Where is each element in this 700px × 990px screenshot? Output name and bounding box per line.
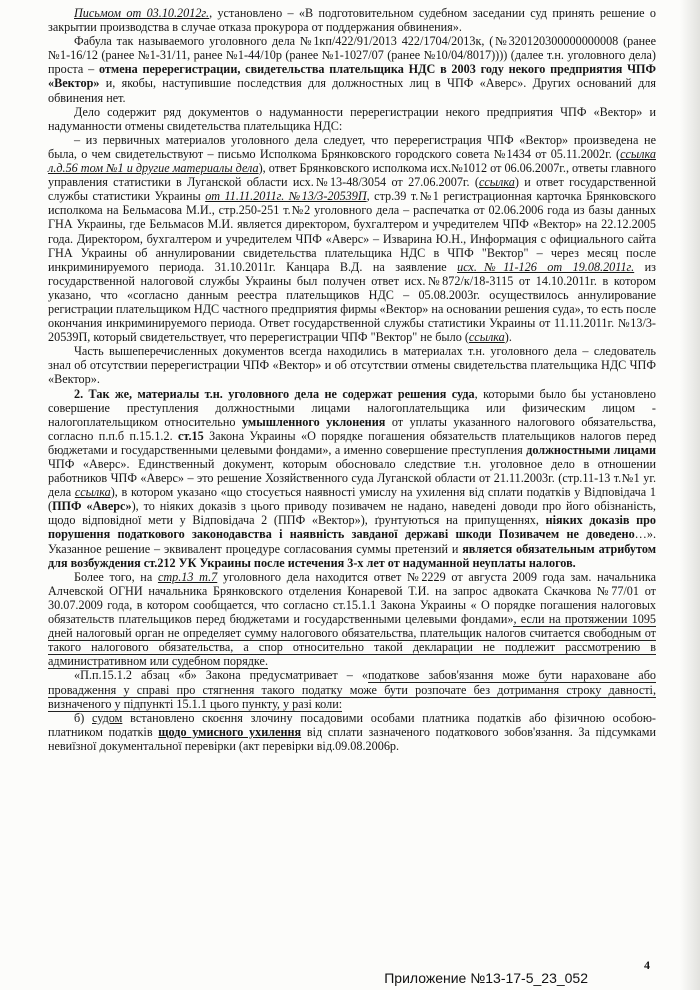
- text-run: Фабула так называемого уголовного дела №1кп/422/91/2013 422/1704/2013к, (№320120300000000008 (ранее №1-16/12 (ранее №1-31/11, ранее №1-44/10р (ранее №1-1027/07 (ранее №10/04/8017)))) (далее т.н. уголовного дела) проста –: [48, 34, 656, 77]
- text-run: «П.п.15.1.2 абзац «б» Закона предусматривает – «: [74, 668, 368, 683]
- text-run: , стр.39 т.№1 регистрационная карточка Брянковского исполкома на Бельмасова М.И., стр.250-251 т.№2 уголовного дела – распечатка от 02.06.2006 года из базы данных ГНА Украины, где Бельмасов М.И. является директором, бухгалтером и учредителем ЧПФ «Вектор» на 22.12.2005 года. Директором, бухгалтером и учредителем ЧПФ «Аверс» – Изварина Ю.Н., Информация с официального сайта ГНА Украины об аннулировании свидетельства плательщика НДС в ЧПФ "Вектор" – через месяц после инкриминируемого периода. 31.10.2011г. Канцара В.Д. на заявление: [48, 189, 656, 274]
- text-run: ), то ніяких доказів з цього приводу позивачем не надано, наведені доводи про його обізнаність, щодо відповідної мети у Відповідача 2 (ППФ «Вектор»), ґрунтуються на припущеннях,: [48, 499, 656, 528]
- appendix-footer: Приложение №13-17-5_23_052: [384, 970, 588, 986]
- text-run: ), в котором указано «що стосується наявності умислу на ухилення від сплати податків у Відповідача 1 (: [48, 485, 656, 514]
- text-run: судом: [92, 710, 123, 725]
- paragraph-case-plot: [48, 34, 656, 104]
- text-run: ) и ответ государственной службы статистики Украины: [48, 175, 656, 204]
- document-body: [48, 6, 656, 753]
- paragraph-law-quote: [48, 668, 656, 710]
- text-run: Закона Украины «О порядке погашения обязательств плательщиков налогов перед бюджетами и государственными целевыми фондами», а именно совершение преступления: [48, 428, 656, 457]
- paragraph-investigator-knew: [48, 344, 656, 386]
- text-run: уголовного дела находится ответ №2229 от августа 2009 года зам. начальника Алчевской ОГНИ начальника Брянковского отделения Конаревой Т.И. на запрос адвоката Скачкова №77/01 от 30.07.2009 года, в котором сообщается, что согласно ст.15.1.1 Закона Украины « О порядке погашения налоговых обязательств плательщиков перед бюджетами и государственными целевыми фондами»: [48, 569, 656, 627]
- paragraph-primary-materials: [48, 133, 656, 344]
- text-run: от уплаты указанного налогового обязательства, согласно п.п.б п.15.1.2.: [48, 414, 656, 443]
- text-run: встановлено скоєння злочину посадовими особами платника податків або фізичною особою-платником податків: [48, 710, 656, 739]
- paragraph-documents-intro: [48, 105, 656, 133]
- scan-shadow-edge: [680, 0, 700, 990]
- text-run: – из первичных материалов уголовного дела следует, что перерегистрация ЧПФ «Вектор» произведена не была, о чем свидетельствуют – письмо Исполкома Брянковского городского совета №1434 от 05.11.2002г. (: [48, 132, 656, 161]
- text-run: б): [74, 710, 93, 725]
- text-run: Часть вышеперечисленных документов всегда находились в материалах т.н. уголовного дела – следователь знал об отсутствии перерегистрации ЧПФ «Вектор» и об отсутствии отмены свидетельства плательщика НДС ЧПФ «Вектор».: [48, 344, 656, 387]
- text-run: ППФ «Аверс»: [52, 499, 132, 514]
- paragraph-letter-reference: [48, 6, 656, 34]
- text-run: Более того, на: [74, 569, 158, 584]
- text-run: податкове забов'язання може бути нараховане або провадження у справі про стягнення такого податку може бути розпочате без дотримання строку давності, визначеного у підпункті 15.1.1 цього пункту, у разі коли:: [48, 668, 657, 711]
- text-run: щодо умисного ухилення: [158, 724, 302, 739]
- page-number: 4: [644, 958, 650, 972]
- text-run: ).: [504, 330, 512, 345]
- text-run: из государственной налоговой службы Украины был получен ответ исх.№872/к/18-3115 от 14.10.2011г. в котором указано, что «согласно данным реестра плательщиков НДС – 05.08.2003г. осуществилось аннулирование регистрации плательщиком НДС частного предприятия фирмы «Вектор» на основании решения суда», то есть после окончания инкриминируемого периода. Ответ государственной службы статистики Украины от 11.11.2011г. №13/3-20539П, который свидетельствует, что перерегистрации ЧПФ "Вектор" не было (: [48, 259, 656, 345]
- text-run: від сплати зазначеного податкового зобов'язання. За підсумками невиїзної документальної перевірки (акт перевірки від.09.08.2006р.: [48, 724, 657, 753]
- text-run: от 11.11.2011г. №13/3-20539П: [205, 189, 367, 204]
- text-run: , если на протяжении 1095 дней налоговый орган не определяет сумму налогового обязательства, плательщик налогов считается свободным от такого налогового обязательства, а спор относительно такой декларации не подлежит рассмотрению в административном или судебном порядке.: [48, 612, 657, 669]
- text-run: ніяких доказів про порушення податкового законодавства і наявність завданої державі шкоди Позивачем не доведено: [48, 513, 656, 542]
- text-run: умышленного уклонения: [241, 414, 386, 429]
- text-run: ссылка: [468, 330, 505, 345]
- text-run: ссылка л.д.56 том №1 и другие материалы дела: [48, 146, 656, 176]
- text-run: стр.13 т.7: [157, 569, 218, 584]
- text-run: Письмом от 03.10.2012г.: [74, 6, 210, 20]
- paragraph-court-established: [48, 711, 656, 753]
- text-run: 2. Так же, материалы т.н. уголовного дела не содержат решения суда: [74, 386, 475, 401]
- text-run: , установлено – «В подготовительном судебном заседании суд принять решение о закрытии производства в случае отказа прокурора от поддержания обвинения».: [48, 6, 656, 35]
- paragraph-no-court-decision: [48, 387, 656, 570]
- text-run: должностными лицами: [526, 442, 656, 457]
- paragraph-tax-office-answer: [48, 570, 656, 669]
- text-run: ссылка: [478, 175, 515, 190]
- text-run: исх.№11-126 от 19.08.2011г.: [457, 259, 635, 274]
- text-run: ст.15: [178, 428, 204, 443]
- text-run: , которыми было бы установлено совершение преступления должностными лицами налогоплательщика или физическим лицом - налогоплательщиком относительно: [48, 386, 657, 429]
- text-run: отмена перерегистрации, свидетельства плательщика НДС в 2003 году некого предприятия ЧПФ «Вектор»: [48, 62, 656, 91]
- text-run: и, якобы, наступившие последствия для должностных лиц в ЧПФ «Аверс». Других оснований для обвинения нет.: [48, 76, 656, 105]
- text-run: …». Указанное решение – эквивалент процедуре согласования суммы претензий и: [48, 527, 656, 556]
- text-run: ЧПФ «Аверс». Единственный документ, которым обосновало следствие т.н. уголовное дело в отношении работников ЧПФ «Аверс» – это решение Хозяйственного суда Луганской области от 21.11.2003г. (стр.11-13 т.№1 уг. дела: [48, 457, 656, 500]
- text-run: ссылка: [74, 485, 111, 500]
- text-run: ), ответ Брянковского исполкома исх.№1012 от 06.06.2007г., ответы главного управления статистики в Луганской области исх.№13-48/3054 от 27.06.2007г. (: [48, 161, 656, 190]
- text-run: является обязательным атрибутом для возбуждения ст.212 УК Украины после истечения 3-х лет от надуманной неуплаты налогов.: [48, 541, 656, 570]
- text-run: Дело содержит ряд документов о надуманности перерегистрации некого предприятия ЧПФ «Вектор» и надуманности отмены свидетельства плательщика НДС:: [48, 104, 656, 133]
